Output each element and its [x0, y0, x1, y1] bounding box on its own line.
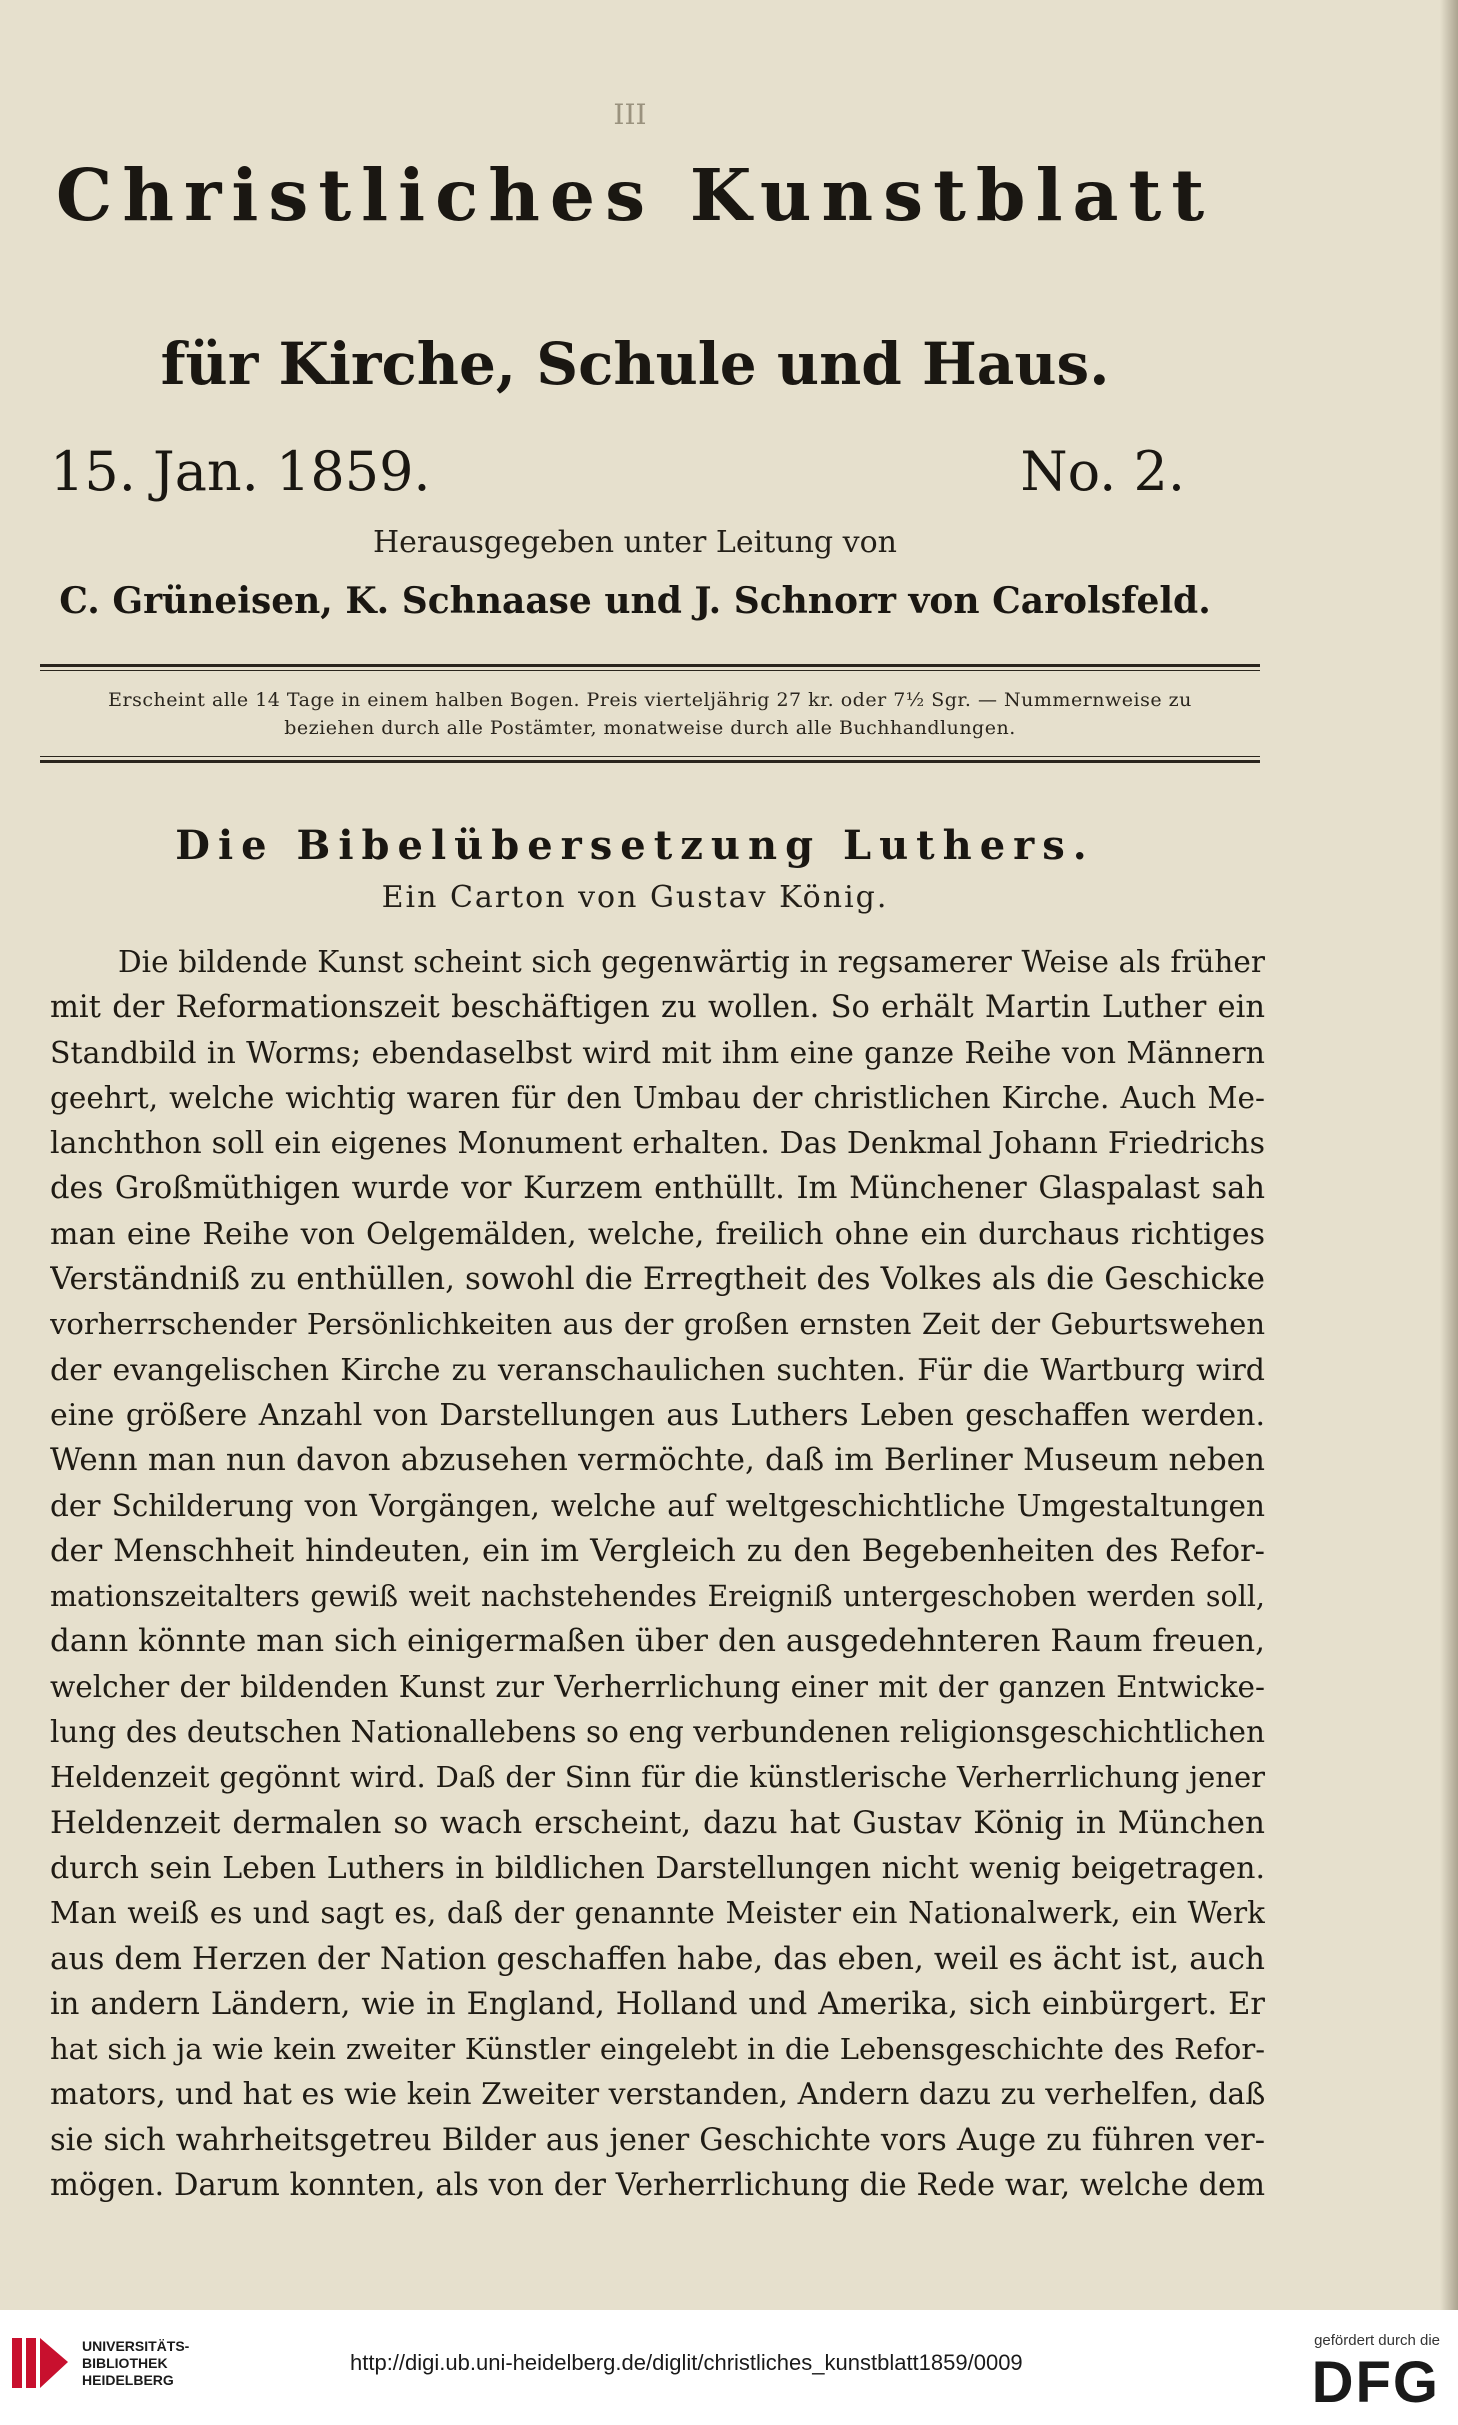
article-line: vorherrschender Persönlichkeiten aus der großen ernsten Zeit der Geburtswehen: [50, 1307, 1265, 1342]
article-line: Verständniß zu enthüllen, sowohl die Erregtheit des Volkes als die Geschicke: [50, 1261, 1265, 1298]
article-line: Heldenzeit dermalen so wach erscheint, dazu hat Gustav König in München: [50, 1804, 1265, 1841]
divider-bottom-thick: [40, 760, 1260, 763]
editors: C. Grüneisen, K. Schnaase und J. Schnorr von Carolsfeld.: [59, 580, 1211, 622]
article-line: in andern Ländern, wie in England, Holland und Amerika, sich einbürgert. Er: [50, 1986, 1265, 2022]
article-line: eine größere Anzahl von Darstellungen aus Luthers Leben geschaffen werden.: [50, 1397, 1265, 1433]
article-line: sie sich wahrheitsgetreu Bilder aus jener Geschichte vors Auge zu führen ver-: [50, 2122, 1265, 2158]
article-title: Die Bibelübersetzung Luthers.: [175, 822, 1095, 869]
article-line: lanchthon soll ein eigenes Monument erhalten. Das Denkmal Johann Friedrichs: [50, 1126, 1265, 1162]
article-line: Man weiß es und sagt es, daß der genannte Meister ein Nationalwerk, ein Werk: [50, 1896, 1265, 1931]
article-body: [50, 940, 1265, 2208]
article-line: welcher der bildenden Kunst zur Verherrlichung einer mit der ganzen Entwicke-: [50, 1669, 1265, 1704]
issue-date: 15. Jan. 1859.: [50, 440, 431, 503]
journal-title: Christliches Kunstblatt: [55, 153, 1215, 237]
issue-number: No. 2.: [1020, 440, 1185, 503]
university-library-logo-icon: [10, 2332, 72, 2394]
article-line: des Großmüthigen wurde vor Kurzem enthüllt. Im Münchener Glaspalast sah: [50, 1171, 1265, 1207]
article-line: der Schilderung von Vorgängen, welche auf weltgeschichtliche Umgestaltungen: [50, 1488, 1265, 1523]
funding-caption: gefördert durch die: [1314, 2332, 1440, 2349]
article-line: Standbild in Worms; ebendaselbst wird mit ihm eine ganze Reihe von Männern: [50, 1035, 1265, 1071]
article-line: geehrt, welche wichtig waren für den Umbau der christlichen Kirche. Auch Me-: [50, 1080, 1265, 1115]
article-line: durch sein Leben Luthers in bildlichen Darstellungen nicht wenig beigetragen.: [50, 1850, 1265, 1886]
article-line: hat sich ja wie kein zweiter Künstler eingelebt in die Lebensgeschichte des Refor-: [50, 2032, 1265, 2067]
article-subtitle: Ein Carton von Gustav König.: [381, 880, 889, 915]
article-line: mationszeitalters gewiß weit nachstehendes Ereigniß untergeschoben werden soll,: [50, 1580, 1265, 1614]
article-line: dann könnte man sich einigermaßen über den ausgedehnteren Raum freuen,: [50, 1623, 1265, 1660]
article-line: Die bildende Kunst scheint sich gegenwärtig in regsamerer Weise als früher: [118, 945, 1265, 979]
notice-line-1: Erscheint alle 14 Tage in einem halben Bogen. Preis vierteljährig 27 kr. oder 7½ Sgr. — Nummernweise zu: [108, 689, 1192, 711]
page-number: III: [613, 98, 647, 131]
article-line: mit der Reformationszeit beschäftigen zu wollen. So erhält Martin Luther ein: [50, 990, 1265, 1026]
notice-line-2: beziehen durch alle Postämter, monatweise durch alle Buchhandlungen.: [284, 717, 1016, 739]
editors-intro: Herausgegeben unter Leitung von: [373, 525, 897, 560]
article-line: lung des deutschen Nationallebens so eng verbundenen religionsgeschichtlichen: [50, 1715, 1265, 1750]
divider-top-thick: [40, 664, 1260, 667]
subscription-notice: [40, 686, 1260, 742]
article-line: Wenn man nun davon abzusehen vermöchte, daß im Berliner Museum neben: [50, 1442, 1265, 1479]
article-line: Heldenzeit gegönnt wird. Daß der Sinn für die künstlerische Verherrlichung jener: [50, 1760, 1265, 1795]
divider-bottom-thin: [40, 756, 1260, 757]
article-line: mögen. Darum konnten, als von der Verherrlichung die Rede war, welche dem: [50, 2168, 1265, 2204]
article-line: der evangelischen Kirche zu veranschaulichen suchten. Für die Wartburg wird: [50, 1352, 1265, 1388]
article-line: man eine Reihe von Oelgemälden, welche, freilich ohne ein durchaus richtiges: [50, 1216, 1265, 1252]
dfg-logo: DFG: [1311, 2350, 1440, 2415]
journal-subtitle: für Kirche, Schule und Haus.: [160, 330, 1110, 398]
article-line: der Menschheit hindeuten, ein im Vergleich zu den Begebenheiten des Refor-: [50, 1533, 1265, 1569]
footer-bar: [0, 2310, 1458, 2425]
article-line: mators, und hat es wie kein Zweiter verstanden, Andern dazu zu verhelfen, daß: [50, 2077, 1265, 2113]
divider-top-thin: [40, 670, 1260, 671]
source-url-link[interactable]: http://digi.ub.uni-heidelberg.de/diglit/christliches_kunstblatt1859/0009: [350, 2350, 1023, 2375]
library-name: UNIVERSITÄTS- BIBLIOTHEK HEIDELBERG: [82, 2338, 190, 2388]
article-line: aus dem Herzen der Nation geschaffen habe, das eben, weil es ächt ist, auch: [50, 1940, 1265, 1977]
